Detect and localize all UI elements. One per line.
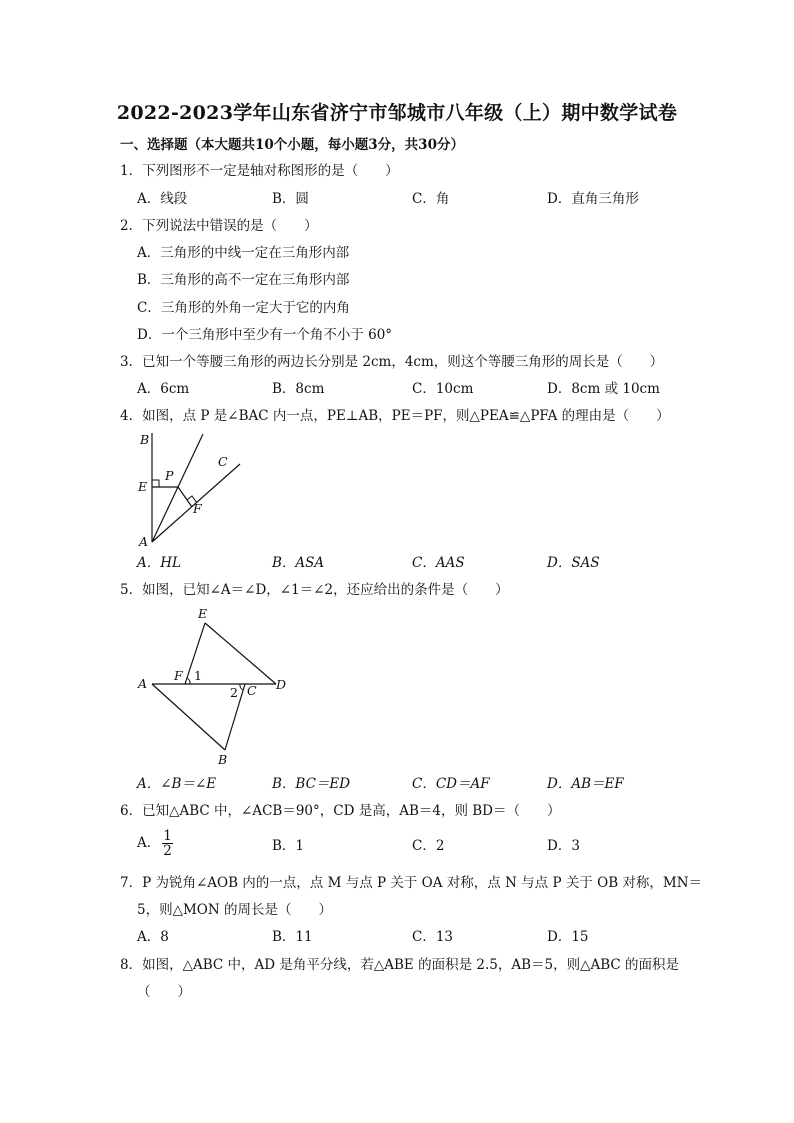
question-2-stem: 2．下列说法中错误的是（ ） — [120, 218, 318, 234]
q6-option-a-prefix: A． — [137, 835, 161, 851]
q5-label-e: E — [198, 606, 208, 621]
q7-option-b: B．11 — [272, 929, 313, 945]
q1-option-b: B．圆 — [272, 191, 309, 207]
q3-option-b: B．8cm — [272, 381, 325, 397]
q1-option-c: C．角 — [412, 191, 450, 207]
q3-option-a: A．6cm — [137, 381, 190, 397]
q4-option-d: D．SAS — [547, 555, 600, 571]
q5-label-1: 1 — [194, 668, 202, 683]
q6-option-a-fraction — [162, 829, 173, 858]
q2-option-b: B．三角形的高不一定在三角形内部 — [137, 272, 350, 288]
question-7-stem-line2: 5，则△MON 的周长是（ ） — [137, 902, 332, 918]
q2-option-a: A．三角形的中线一定在三角形内部 — [137, 245, 350, 261]
q4-option-c: C．AAS — [412, 555, 465, 571]
q5-option-d: D．AB＝EF — [547, 776, 624, 792]
question-8-stem-line1: 8．如图，△ABC 中，AD 是角平分线，若△ABE 的面积是 2.5，AB＝5，则△ABC 的面积是 — [120, 957, 680, 973]
question-7-stem-line1: 7．P 为锐角∠AOB 内的一点，点 M 与点 P 关于 OA 对称，点 N 与点 P 关于 OB 对称，MN＝ — [120, 875, 703, 891]
q4-label-f: F — [193, 501, 202, 516]
q4-label-e: E — [138, 479, 148, 494]
q4-figure — [130, 428, 255, 550]
q4-label-c: C — [218, 454, 228, 469]
q7-option-c: C．13 — [412, 929, 454, 945]
q4-right-angle-e — [152, 480, 159, 487]
q7-option-d: D．15 — [547, 929, 589, 945]
page-title: 2022-2023学年山东省济宁市邹城市八年级（上）期中数学试卷 — [116, 102, 678, 124]
q5-angle-2-arc — [240, 684, 243, 690]
q2-option-d: D．一个三角形中至少有一个角不小于 60° — [137, 327, 393, 343]
q5-option-c: C．CD＝AF — [412, 776, 490, 792]
q4-label-p: P — [165, 468, 174, 483]
question-6-stem: 6．已知△ABC 中，∠ACB＝90°，CD 是高，AB＝4，则 BD＝（ ） — [120, 803, 561, 819]
q6-option-c: C．2 — [412, 838, 445, 854]
question-4-stem: 4．如图，点 P 是∠BAC 内一点，PE⊥AB，PE＝PF，则△PEA≌△PFA 的理由是（ ） — [120, 408, 670, 424]
q6-option-a — [137, 829, 173, 858]
q6-option-d: D．3 — [547, 838, 580, 854]
q5-figure — [130, 602, 300, 770]
q5-angle-1-arc — [187, 678, 190, 684]
q4-label-a: A — [139, 534, 149, 549]
q6-option-b: B．1 — [272, 838, 305, 854]
q5-option-b: B．BC＝ED — [272, 776, 351, 792]
q6-fraction-denominator: 2 — [163, 843, 172, 859]
q5-label-f: F — [174, 668, 183, 683]
q5-label-b: B — [218, 752, 228, 767]
q5-label-2: 2 — [230, 685, 238, 700]
q3-option-c: C．10cm — [412, 381, 474, 397]
q5-label-a: A — [138, 676, 148, 691]
q5-label-d: D — [276, 677, 287, 692]
q5-option-a: A．∠B＝∠E — [137, 776, 217, 792]
q4-option-a: A．HL — [137, 555, 181, 571]
q3-option-d: D．8cm 或 10cm — [547, 381, 660, 397]
q4-line-ap — [152, 434, 203, 542]
question-8-stem-line2: （ ） — [137, 984, 191, 1000]
q5-line-ed — [205, 623, 276, 684]
question-1-stem: 1．下列图形不一定是轴对称图形的是（ ） — [120, 163, 399, 179]
q7-option-a: A．8 — [137, 929, 169, 945]
q2-option-c: C．三角形的外角一定大于它的内角 — [137, 300, 350, 316]
question-3-stem: 3．已知一个等腰三角形的两边长分别是 2cm，4cm，则这个等腰三角形的周长是（ ） — [120, 354, 664, 370]
question-5-stem: 5．如图，已知∠A＝∠D，∠1＝∠2，还应给出的条件是（ ） — [120, 582, 509, 598]
q4-line-pf — [178, 487, 192, 507]
q6-fraction-numerator: 1 — [163, 828, 172, 844]
q4-option-b: B．ASA — [272, 555, 325, 571]
q5-label-c: C — [247, 683, 257, 698]
q4-label-b: B — [140, 432, 150, 447]
q5-line-ab — [152, 684, 225, 750]
q1-option-a: A．线段 — [137, 191, 188, 207]
section-heading: 一、选择题（本大题共10个小题，每小题3分，共30分） — [120, 137, 464, 153]
q1-option-d: D．直角三角形 — [547, 191, 639, 207]
